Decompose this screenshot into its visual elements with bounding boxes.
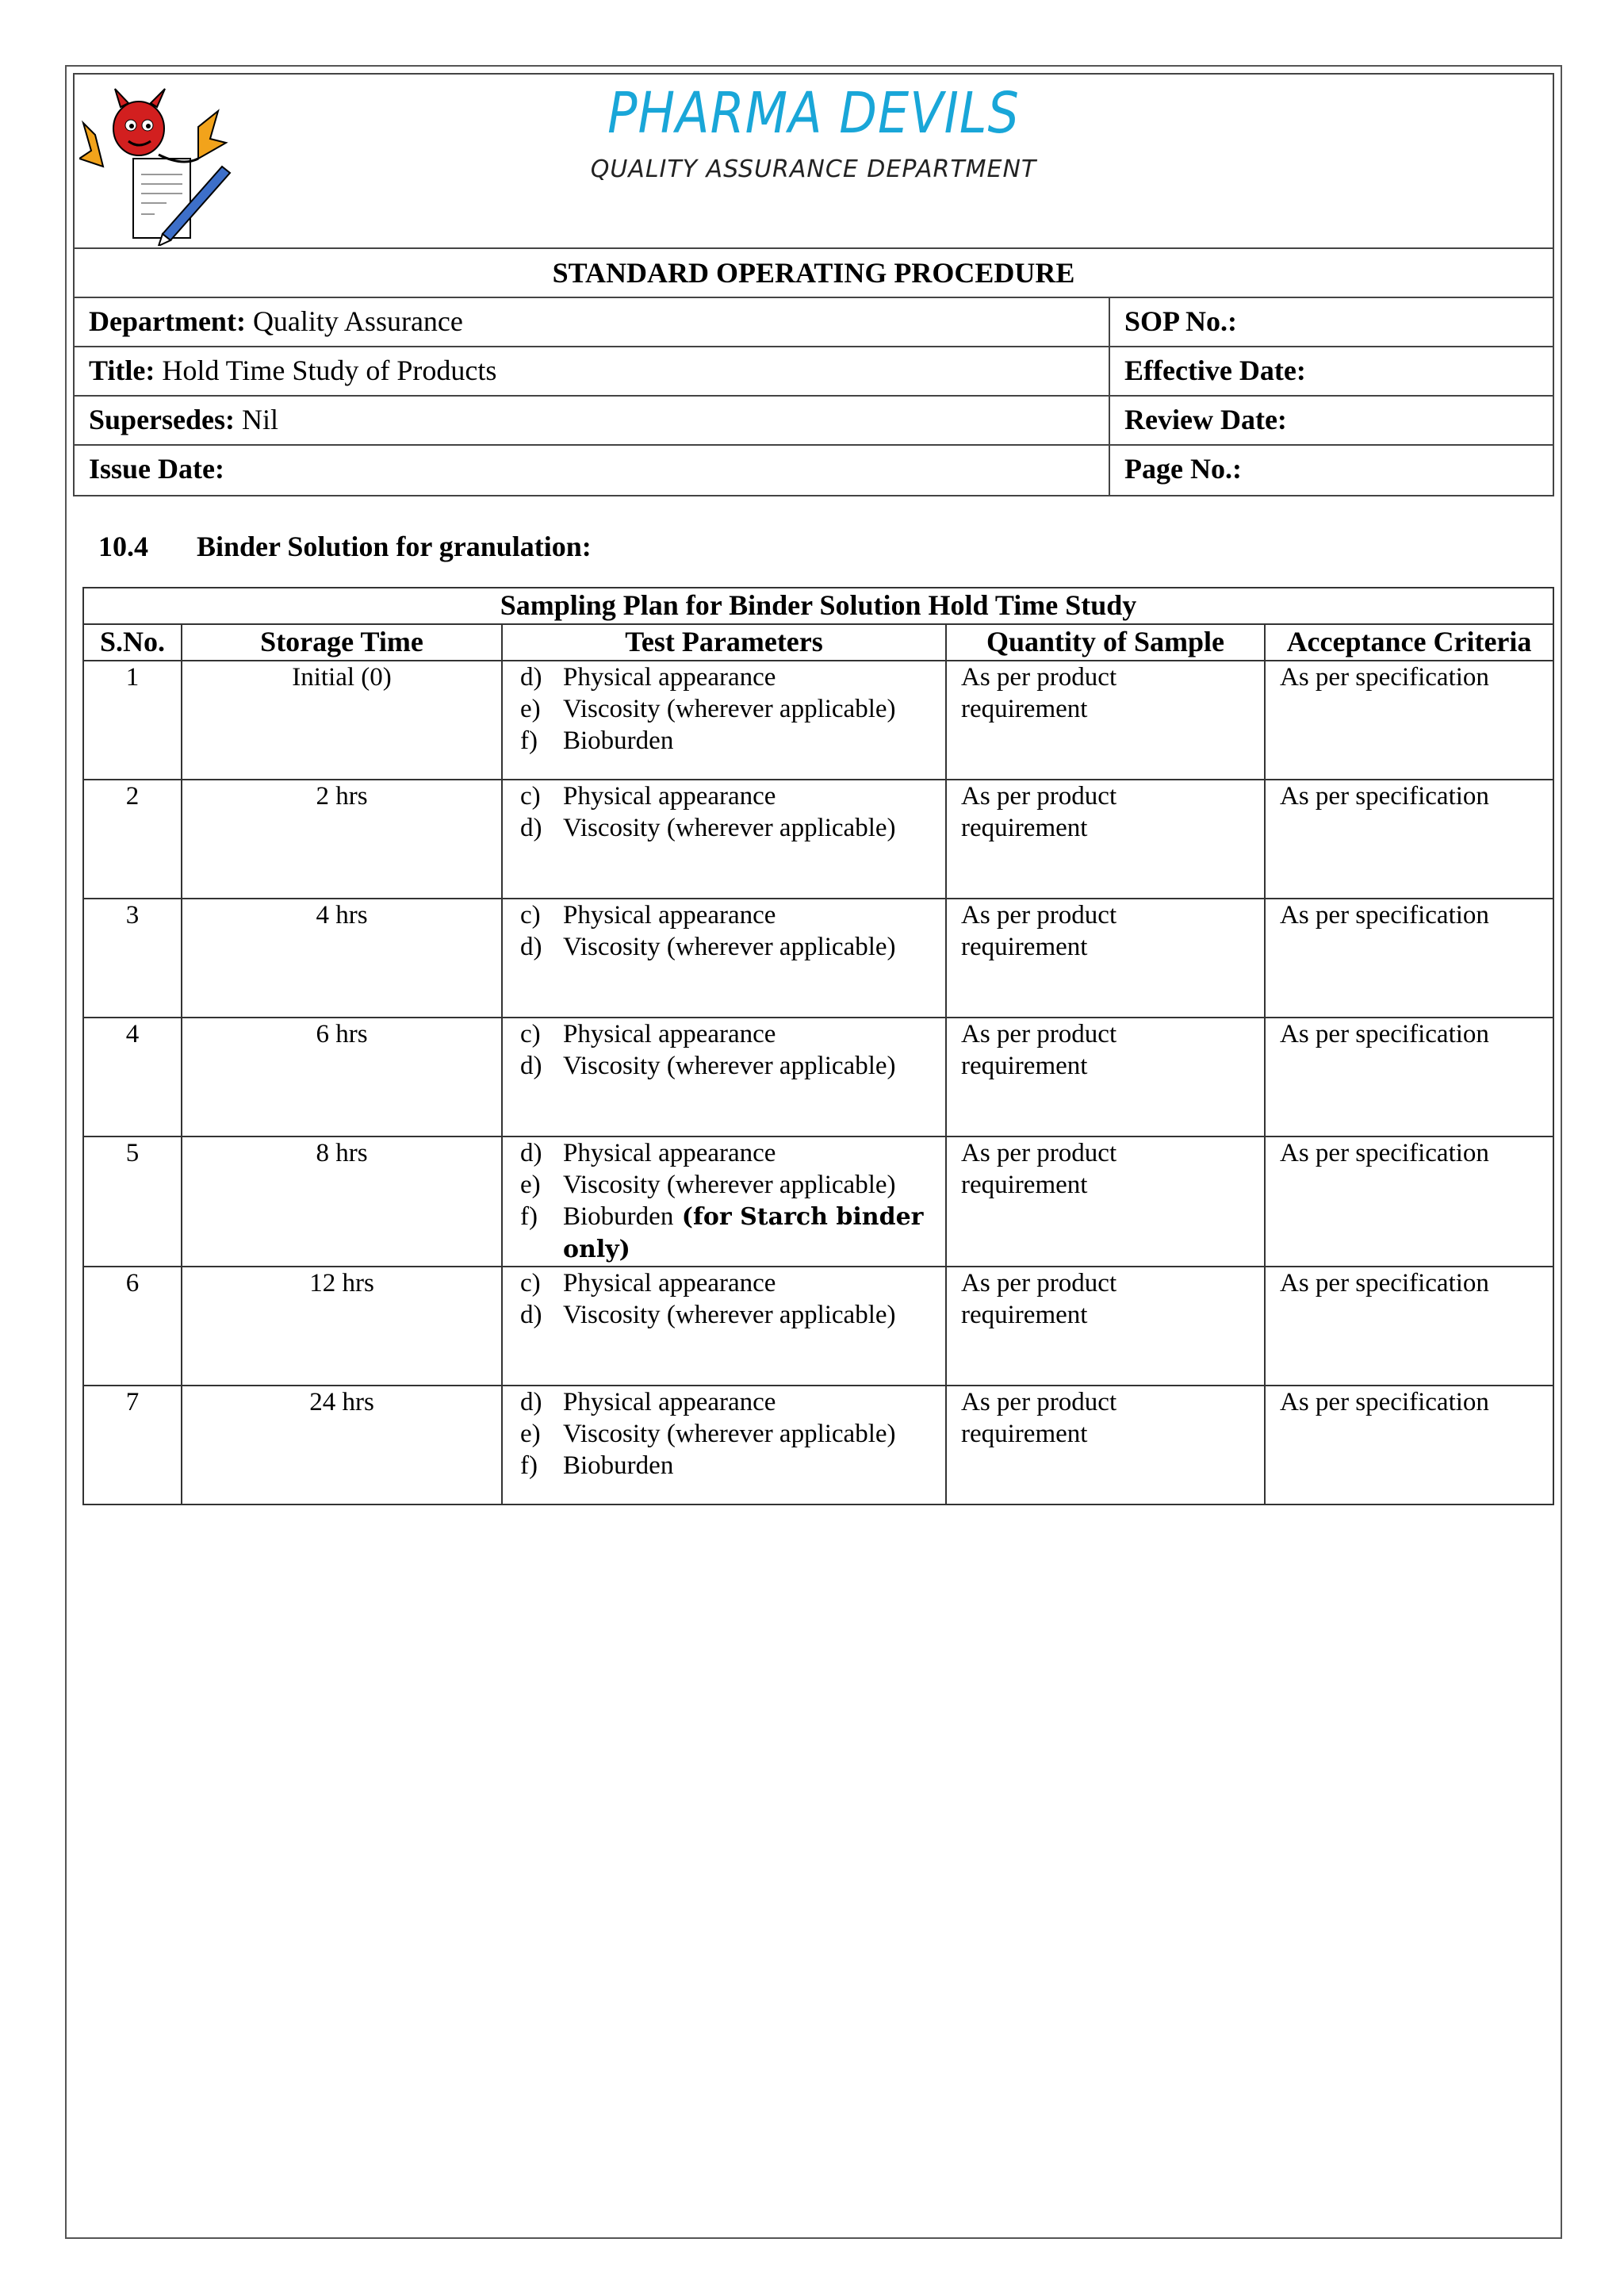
table-row xyxy=(83,780,1553,899)
header-row-issue xyxy=(75,446,1553,495)
quantity-text-line2: requirement xyxy=(961,1052,1088,1080)
table-row xyxy=(83,899,1553,1018)
list-marker: e) xyxy=(520,1171,541,1199)
section-heading xyxy=(98,530,592,563)
test-parameter-item xyxy=(520,693,945,725)
test-parameters-cell xyxy=(502,661,946,780)
test-parameter-item xyxy=(520,1299,945,1331)
parameter-note: (for Starch binder only) xyxy=(563,1203,924,1263)
effective-date-label: Effective Date: xyxy=(1124,355,1306,386)
quantity-cell xyxy=(946,899,1265,1018)
test-parameter-list xyxy=(503,1267,945,1331)
test-parameter-list xyxy=(503,899,945,963)
parameter-text: Viscosity (wherever applicable) xyxy=(563,933,896,961)
storage-time-cell: Initial (0) xyxy=(182,661,502,780)
sop-no-label: SOP No.: xyxy=(1124,305,1238,337)
parameter-text: Physical appearance xyxy=(563,1269,776,1297)
supersedes-value: Nil xyxy=(242,404,279,435)
parameter-text: Physical appearance xyxy=(563,1020,776,1048)
test-parameters-cell xyxy=(502,1267,946,1386)
issue-date-label-text: Issue Date: xyxy=(89,453,224,485)
test-parameters-cell xyxy=(502,1386,946,1504)
storage-time-cell: 6 hrs xyxy=(182,1018,502,1137)
table-row xyxy=(83,1137,1553,1267)
list-marker: f) xyxy=(520,1202,538,1231)
parameter-text: Physical appearance xyxy=(563,663,776,692)
acceptance-criteria-cell: As per specification xyxy=(1265,1386,1553,1504)
table-row xyxy=(83,1386,1553,1504)
quantity-text-line1: As per product xyxy=(961,1139,1117,1167)
review-date-label: Review Date: xyxy=(1124,404,1287,435)
section-number: 10.4 xyxy=(98,531,148,562)
table-row xyxy=(83,1267,1553,1386)
parameter-text: Bioburden xyxy=(563,1451,674,1480)
test-parameter-item xyxy=(520,780,945,812)
table-body xyxy=(83,661,1553,1504)
acceptance-criteria-cell: As per specification xyxy=(1265,780,1553,899)
test-parameter-item xyxy=(520,1418,945,1450)
list-marker: d) xyxy=(520,933,542,961)
list-marker: e) xyxy=(520,695,541,723)
storage-time-cell: 2 hrs xyxy=(182,780,502,899)
list-marker: d) xyxy=(520,1301,542,1329)
test-parameter-item xyxy=(520,899,945,931)
test-parameters-cell xyxy=(502,899,946,1018)
storage-time-cell: 8 hrs xyxy=(182,1137,502,1267)
column-header-acceptance: Acceptance Criteria xyxy=(1265,624,1553,661)
list-marker: d) xyxy=(520,814,542,842)
quantity-text-line2: requirement xyxy=(961,1301,1088,1329)
list-marker: d) xyxy=(520,1052,542,1080)
parameter-text: Physical appearance xyxy=(563,1388,776,1416)
title-value: Hold Time Study of Products xyxy=(162,355,497,386)
test-parameter-item xyxy=(520,1201,945,1266)
department-label: Department: xyxy=(89,305,246,337)
acceptance-criteria-cell: As per specification xyxy=(1265,1137,1553,1267)
list-marker: e) xyxy=(520,1420,541,1448)
storage-time-cell: 12 hrs xyxy=(182,1267,502,1386)
quantity-text-line1: As per product xyxy=(961,1388,1117,1416)
parameter-text: Physical appearance xyxy=(563,1139,776,1167)
section-title: Binder Solution for granulation: xyxy=(197,531,592,562)
serial-number-cell: 3 xyxy=(83,899,182,1018)
serial-number-cell: 4 xyxy=(83,1018,182,1137)
serial-number-cell: 2 xyxy=(83,780,182,899)
acceptance-criteria-cell: As per specification xyxy=(1265,899,1553,1018)
test-parameter-item xyxy=(520,1018,945,1050)
acceptance-criteria-cell: As per specification xyxy=(1265,1267,1553,1386)
supersedes-label: Supersedes: xyxy=(89,404,236,435)
parameter-text: Viscosity (wherever applicable) xyxy=(563,814,896,842)
parameter-text: Bioburden xyxy=(563,1202,674,1231)
quantity-text-line2: requirement xyxy=(961,1171,1088,1199)
brand-department: QUALITY ASSURANCE DEPARTMENT xyxy=(590,155,1037,183)
quantity-text-line1: As per product xyxy=(961,901,1117,930)
test-parameter-item xyxy=(520,1169,945,1201)
page-no-label: Page No.: xyxy=(1124,453,1242,485)
test-parameter-list xyxy=(503,1018,945,1082)
test-parameter-item xyxy=(520,1386,945,1418)
serial-number-cell: 7 xyxy=(83,1386,182,1504)
column-header-storage-time: Storage Time xyxy=(182,624,502,661)
title-cell xyxy=(75,347,1110,395)
department-cell xyxy=(75,298,1110,346)
serial-number-cell: 6 xyxy=(83,1267,182,1386)
test-parameter-list xyxy=(503,1137,945,1266)
quantity-cell xyxy=(946,1137,1265,1267)
list-marker: d) xyxy=(520,1139,542,1167)
sop-header xyxy=(73,73,1554,496)
column-header-quantity: Quantity of Sample xyxy=(946,624,1265,661)
parameter-text: Bioburden xyxy=(563,726,674,755)
serial-number-cell: 5 xyxy=(83,1137,182,1267)
list-marker: c) xyxy=(520,901,541,930)
sampling-plan-table xyxy=(82,587,1554,1505)
test-parameter-item xyxy=(520,725,945,757)
test-parameter-list xyxy=(503,780,945,844)
parameter-text: Viscosity (wherever applicable) xyxy=(563,1420,896,1448)
test-parameters-cell xyxy=(502,1137,946,1267)
test-parameter-item xyxy=(520,1267,945,1299)
title-label: Title: xyxy=(89,355,155,386)
parameter-text: Viscosity (wherever applicable) xyxy=(563,1052,896,1080)
test-parameters-cell xyxy=(502,780,946,899)
test-parameter-list xyxy=(503,661,945,757)
brand-name: PHARMA DEVILS xyxy=(607,79,1020,147)
quantity-text-line2: requirement xyxy=(961,933,1088,961)
quantity-text-line2: requirement xyxy=(961,814,1088,842)
quantity-cell xyxy=(946,780,1265,899)
quantity-text-line1: As per product xyxy=(961,1020,1117,1048)
list-marker: c) xyxy=(520,1269,541,1297)
quantity-cell xyxy=(946,661,1265,780)
header-row-title xyxy=(75,347,1553,397)
department-value: Quality Assurance xyxy=(252,305,463,337)
quantity-text-line1: As per product xyxy=(961,663,1117,692)
parameter-text: Viscosity (wherever applicable) xyxy=(563,1301,896,1329)
table-row xyxy=(83,661,1553,780)
header-row-supersedes xyxy=(75,397,1553,446)
test-parameter-item xyxy=(520,1050,945,1082)
list-marker: c) xyxy=(520,782,541,811)
parameter-text: Physical appearance xyxy=(563,901,776,930)
list-marker: f) xyxy=(520,1451,538,1480)
supersedes-cell xyxy=(75,397,1110,444)
table-caption: Sampling Plan for Binder Solution Hold Time Study xyxy=(83,588,1553,624)
quantity-cell xyxy=(946,1267,1265,1386)
list-marker: f) xyxy=(520,726,538,755)
quantity-text-line2: requirement xyxy=(961,695,1088,723)
list-marker: d) xyxy=(520,663,542,692)
test-parameter-item xyxy=(520,661,945,693)
storage-time-cell: 24 hrs xyxy=(182,1386,502,1504)
acceptance-criteria-cell: As per specification xyxy=(1265,661,1553,780)
acceptance-criteria-cell: As per specification xyxy=(1265,1018,1553,1137)
document-type: STANDARD OPERATING PROCEDURE xyxy=(75,249,1553,298)
issue-date-label xyxy=(75,446,1110,495)
quantity-text-line1: As per product xyxy=(961,1269,1117,1297)
table-row xyxy=(83,1018,1553,1137)
test-parameter-item xyxy=(520,812,945,844)
quantity-text-line2: requirement xyxy=(961,1420,1088,1448)
quantity-cell xyxy=(946,1386,1265,1504)
list-marker: c) xyxy=(520,1020,541,1048)
quantity-text-line1: As per product xyxy=(961,782,1117,811)
parameter-text: Viscosity (wherever applicable) xyxy=(563,695,896,723)
column-header-test-parameters: Test Parameters xyxy=(502,624,946,661)
brand-header xyxy=(75,75,1553,249)
column-header-sno: S.No. xyxy=(83,624,182,661)
test-parameter-item xyxy=(520,931,945,963)
storage-time-cell: 4 hrs xyxy=(182,899,502,1018)
quantity-cell xyxy=(946,1018,1265,1137)
list-marker: d) xyxy=(520,1388,542,1416)
test-parameters-cell xyxy=(502,1018,946,1137)
serial-number-cell: 1 xyxy=(83,661,182,780)
test-parameter-list xyxy=(503,1386,945,1481)
test-parameter-item xyxy=(520,1450,945,1481)
test-parameter-item xyxy=(520,1137,945,1169)
parameter-text: Viscosity (wherever applicable) xyxy=(563,1171,896,1199)
parameter-text: Physical appearance xyxy=(563,782,776,811)
header-row-department xyxy=(75,298,1553,347)
